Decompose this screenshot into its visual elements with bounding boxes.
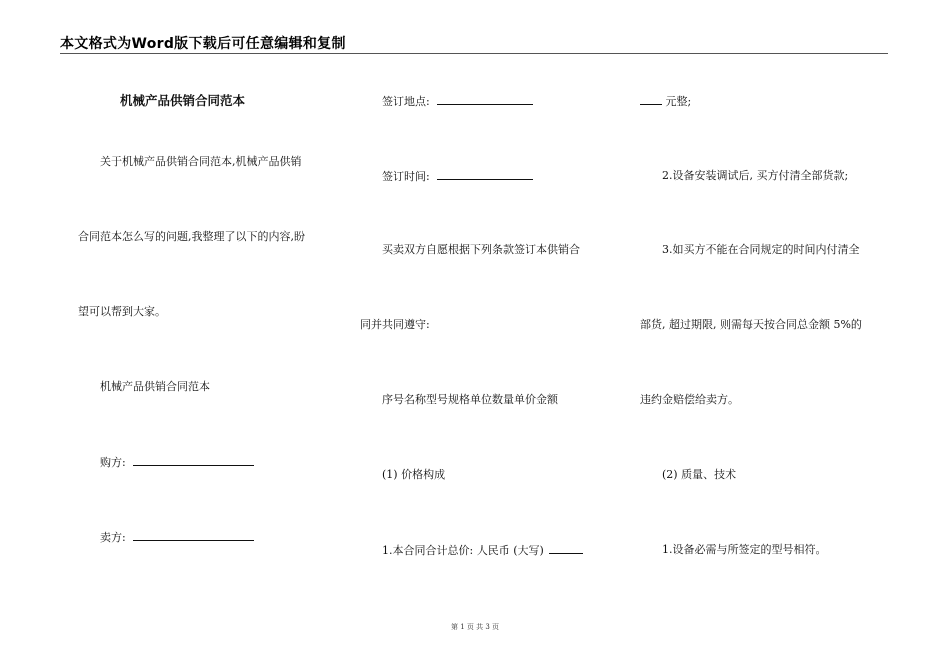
intro-line-1: 关于机械产品供销合同范本,机械产品供销 <box>100 155 302 168</box>
payment-item-3-line-2: 部货, 超过期限, 则需每天按合同总金额 5%的 <box>640 318 862 331</box>
sign-time-line <box>382 169 533 184</box>
agreement-line-1: 买卖双方自愿根据下列条款签订本供销合 <box>382 243 580 256</box>
payment-item-3-line-3: 违约金赔偿给卖方。 <box>640 393 739 406</box>
seller-label: 卖方: <box>100 531 126 544</box>
seller-blank <box>133 530 254 541</box>
sign-place-blank <box>437 94 533 105</box>
buyer-line <box>100 455 254 470</box>
table-header-line: 序号名称型号规格单位数量单价金额 <box>382 393 558 406</box>
price-heading: (1) 价格构成 <box>382 468 446 481</box>
page-number: 第 1 页 共 3 页 <box>450 623 500 631</box>
quality-heading: (2) 质量、技术 <box>662 468 737 481</box>
sign-place-label: 签订地点: <box>382 95 430 108</box>
agreement-line-2: 同并共同遵守: <box>360 318 430 331</box>
yuan-line <box>640 94 691 109</box>
intro-line-2: 合同范本怎么写的问题,我整理了以下的内容,盼 <box>78 230 305 243</box>
price-item-1-text: 1.本合同合计总价: 人民币 (大写) <box>382 544 544 557</box>
sign-time-blank <box>437 169 533 180</box>
yuan-text: 元整; <box>665 95 692 108</box>
quality-item-1: 1.设备必需与所签定的型号相符。 <box>662 543 827 556</box>
payment-item-2: 2.设备安装调试后, 买方付清全部货款; <box>662 169 849 182</box>
sign-time-label: 签订时间: <box>382 170 430 183</box>
intro-line-3: 望可以帮到大家。 <box>78 305 166 318</box>
price-blank <box>549 543 583 554</box>
sign-place-line <box>382 94 533 109</box>
price-item-1 <box>382 543 583 558</box>
buyer-blank <box>133 455 254 466</box>
document-title: 机械产品供销合同范本 <box>120 93 246 108</box>
document-header: 本文格式为Word版下载后可任意编辑和复制 <box>60 36 346 52</box>
payment-item-3-line-1: 3.如买方不能在合同规定的时间内付清全 <box>662 243 860 256</box>
contract-subtitle: 机械产品供销合同范本 <box>100 380 210 393</box>
yuan-blank <box>640 94 662 105</box>
seller-line <box>100 530 254 545</box>
header-divider <box>60 53 888 54</box>
buyer-label: 购方: <box>100 456 126 469</box>
